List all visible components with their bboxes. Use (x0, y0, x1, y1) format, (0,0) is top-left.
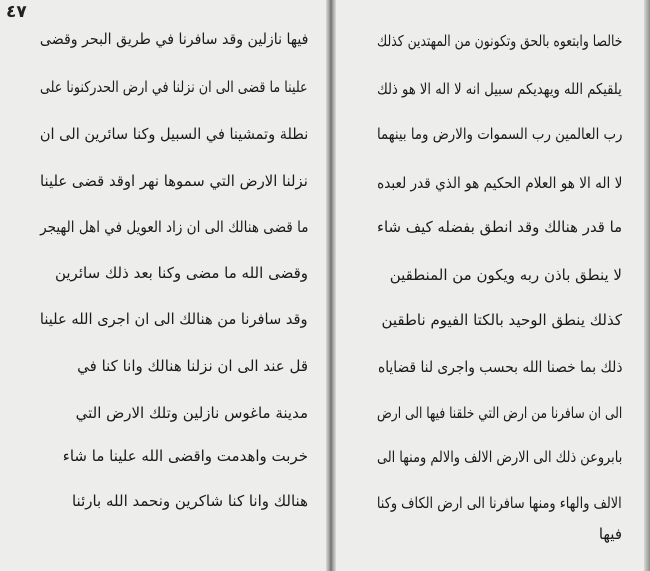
right-line: كذلك ينطق الوحيد بالكتا الفيوم ناطقين (381, 311, 622, 329)
right-line: الى ان سافرنا من ارض التي خلقنا فيها الى ارض (376, 404, 622, 422)
left-line: مدينة ماغوس نازلين وتلك الارض التي (75, 404, 308, 422)
left-line: وقضى الله ما مضى وكنا بعد ذلك سائرين (54, 264, 308, 282)
right-line: خالصا وابتعوه بالحق وتكونون من المهتدين كذلك (376, 32, 622, 50)
right-line: يلقيكم الله ويهديكم سبيل انه لا اله الا هو ذلك (377, 80, 622, 98)
right-line: فيها (598, 525, 622, 543)
page-number: ٤٧ (6, 2, 27, 22)
right-line: رب العالمين رب السموات والارض وما بينهما (376, 125, 622, 143)
left-line: فيها نازلين وقد سافرنا في طريق البحر وقضى (39, 30, 308, 48)
right-line: الالف والهاء ومنها سافرنا الى ارض الكاف وكنا (377, 494, 622, 512)
book-gutter (326, 0, 336, 571)
left-line: نطلة وتمشينا في السبيل وكنا سائرين الى ان (39, 125, 308, 143)
left-line: وقد سافرنا من هنالك الى ان اجرى الله علينا (40, 310, 308, 328)
right-line: ذلك بما خصنا الله بحسب واجرى لنا قضاياه (377, 358, 622, 376)
left-line: هنالك وانا كنا شاكرين ونحمد الله بارئنا (71, 492, 308, 510)
right-line: ما قدر هنالك وقد انطق بفضله كيف شاء (376, 218, 622, 236)
right-line: لا ينطق باذن ربه ويكون من المنطقين (389, 266, 622, 284)
left-line: ما قضى هنالك الى ان زاد العويل في اهل الهيجر (39, 218, 308, 236)
left-page-text (40, 0, 308, 571)
left-line: خربت واهدمت واقضى الله علينا ما شاء (62, 447, 308, 465)
left-line: علينا ما قضى الى ان نزلنا في ارض الحدركنونا على (40, 78, 308, 96)
left-line: نزلنا الارض التي سموها نهر اوقد قضى علينا (40, 172, 308, 190)
right-line: لا اله الا هو العلام الحكيم هو الذي قدر لعبده (376, 174, 622, 192)
page-edge-shadow (644, 0, 650, 571)
right-page-text (377, 0, 622, 571)
left-line: قل عند الى ان نزلنا هنالك وانا كنا في (77, 357, 308, 375)
right-line: بابروعن ذلك الى الارض الالف والالم ومنها الى (376, 448, 622, 466)
